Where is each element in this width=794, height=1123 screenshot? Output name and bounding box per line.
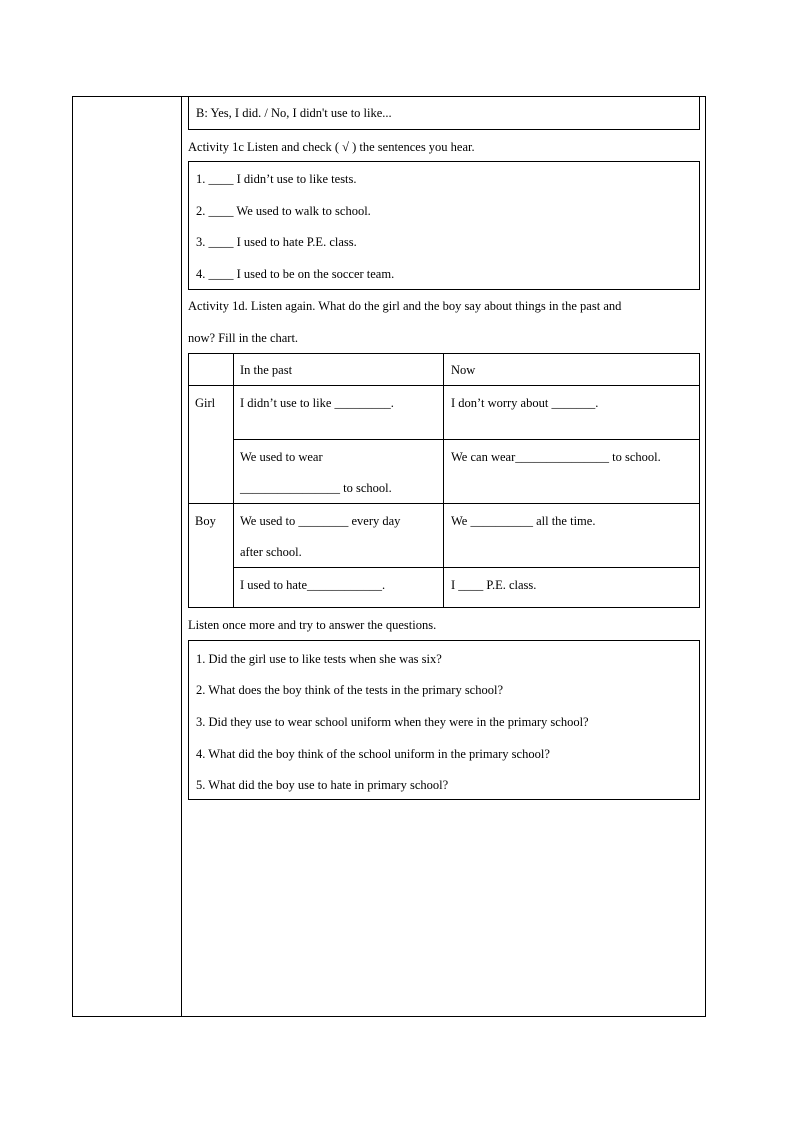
- chart-header-now: Now: [451, 363, 476, 377]
- chart-cell: I used to hate____________.: [240, 578, 386, 592]
- questions-instruction: Listen once more and try to answer the questions.: [188, 618, 437, 632]
- activity-1c-instruction: Activity 1c Listen and check ( √ ) the sentences you hear.: [188, 140, 475, 154]
- chart-row-label-boy: Boy: [195, 514, 216, 528]
- chart-cell: We used to wear: [240, 450, 323, 464]
- chart-row-label-girl: Girl: [195, 396, 216, 410]
- activity-1c-item: 4. ____ I used to be on the soccer team.: [196, 267, 395, 281]
- question-item: 3. Did they use to wear school uniform when they were in the primary school?: [196, 715, 589, 729]
- question-item: 1. Did the girl use to like tests when she was six?: [196, 652, 442, 666]
- activity-1d-instruction-line1: Activity 1d. Listen again. What do the girl and the boy say about things in the past and: [188, 299, 622, 313]
- chart-cell: We can wear_______________ to school.: [451, 450, 661, 464]
- chart-header-past: In the past: [240, 363, 293, 377]
- chart-cell: after school.: [240, 545, 302, 559]
- question-item: 5. What did the boy use to hate in primary school?: [196, 778, 449, 792]
- dialogue-text: B: Yes, I did. / No, I didn't use to like...: [196, 106, 392, 120]
- activity-1c-item: 2. ____ We used to walk to school.: [196, 204, 371, 218]
- activity-1c-item: 1. ____ I didn’t use to like tests.: [196, 172, 357, 186]
- question-item: 4. What did the boy think of the school uniform in the primary school?: [196, 747, 550, 761]
- chart-cell: We __________ all the time.: [451, 514, 596, 528]
- activity-1c-item: 3. ____ I used to hate P.E. class.: [196, 235, 357, 249]
- questions-box: [188, 640, 700, 800]
- chart-cell: ________________ to school.: [240, 481, 392, 495]
- chart-cell: I don’t worry about _______.: [451, 396, 599, 410]
- activity-1d-instruction-line2: now? Fill in the chart.: [188, 331, 299, 345]
- chart-cell: I didn’t use to like _________.: [240, 396, 394, 410]
- question-item: 2. What does the boy think of the tests in the primary school?: [196, 683, 504, 697]
- chart-cell: We used to ________ every day: [240, 514, 401, 528]
- chart-cell: I ____ P.E. class.: [451, 578, 537, 592]
